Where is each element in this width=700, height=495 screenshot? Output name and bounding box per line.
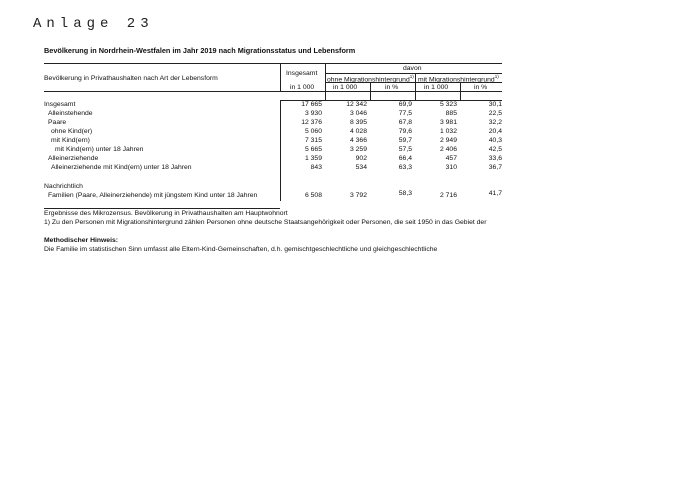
row-label: mit Kind(ern) (51, 137, 90, 144)
row-label: Paare (48, 119, 67, 126)
cell-ohne-pct: 79,6 (398, 128, 412, 135)
appendix-label: Anlage 23 (33, 16, 154, 32)
cell-ohne-abs: 4 366 (349, 137, 367, 144)
cell-ohne-abs: 534 (355, 164, 367, 171)
cell-ohne-abs: 3 792 (349, 192, 367, 199)
unit-mit-abs: in 1 000 (424, 84, 449, 91)
row-label: Alleinerziehende mit Kind(ern) unter 18 Jahren (51, 164, 192, 171)
row-label: Familien (Paare, Alleinerziehende) mit jüngstem Kind unter 18 Jahren (48, 192, 258, 199)
header-mit-label: mit Migrationshintergrund (418, 76, 495, 84)
table-title: Bevölkerung in Nordrhein-Westfalen im Jahr 2019 nach Migrationsstatus und Lebensform (44, 46, 356, 55)
cell-mit-abs: 885 (445, 110, 457, 117)
cell-mit-abs: 5 323 (439, 101, 457, 108)
unit-mit-pct: in % (474, 84, 488, 91)
cell-mit-pct: 22,5 (488, 110, 502, 117)
footnote-mark: 1) (409, 74, 414, 79)
cell-total: 5 665 (304, 146, 322, 153)
header-ohne (327, 74, 414, 83)
cell-ohne-pct: 57,5 (398, 146, 412, 153)
col-divider-body (280, 100, 281, 201)
cell-total: 5 060 (304, 128, 322, 135)
cell-mit-pct: 20,4 (488, 128, 502, 135)
nachrichtlich-heading: Nachrichtlich (44, 183, 83, 190)
cell-total: 12 376 (301, 119, 322, 126)
cell-ohne-abs: 902 (355, 155, 367, 162)
cell-ohne-pct: 66,4 (398, 155, 412, 162)
cell-mit-pct: 40,3 (488, 137, 502, 144)
unit-ohne-abs: in 1 000 (333, 84, 358, 91)
unit-total: in 1 000 (290, 84, 315, 91)
cell-mit-abs: 3 981 (439, 119, 457, 126)
unit-ohne-pct: in % (385, 84, 399, 91)
cell-mit-abs: 1 032 (439, 128, 457, 135)
cell-ohne-pct: 63,3 (398, 164, 412, 171)
cell-mit-abs: 2 406 (439, 146, 457, 153)
rule-table-bottom (44, 208, 280, 209)
cell-total: 1 359 (304, 155, 322, 162)
cell-mit-abs: 2 716 (439, 192, 457, 199)
rule-top (44, 63, 502, 64)
cell-total: 7 315 (304, 137, 322, 144)
col-divider-mit-pct (460, 82, 461, 100)
cell-ohne-abs: 3 046 (349, 110, 367, 117)
statistics-table (44, 62, 502, 217)
cell-total: 6 508 (304, 192, 322, 199)
header-ohne-label: ohne Migrationshintergrund (327, 76, 410, 84)
cell-mit-pct: 42,5 (488, 146, 502, 153)
row-label: mit Kind(ern) unter 18 Jahren (55, 146, 144, 153)
method-heading: Methodischer Hinweis: (44, 237, 119, 244)
footnote-1: 1) Zu den Personen mit Migrationshintergrund zählen Personen ohne deutsche Staatsangehörigkeit oder Personen, die seit 1950 in das Gebiet der (44, 219, 487, 226)
cell-mit-pct: 32,2 (488, 119, 502, 126)
cell-total: 17 665 (301, 101, 322, 108)
row-label: ohne Kind(er) (51, 128, 93, 135)
cell-mit-abs: 2 949 (439, 137, 457, 144)
row-label: Alleinstehende (48, 110, 93, 117)
col-divider-total (325, 63, 326, 100)
row-label: Insgesamt (44, 101, 76, 108)
cell-ohne-pct: 67,8 (398, 119, 412, 126)
cell-mit-abs: 310 (445, 164, 457, 171)
cell-ohne-pct: 77,5 (398, 110, 412, 117)
method-text: Die Familie im statistischen Sinn umfasst alle Eltern-Kind-Gemeinschaften, d.h. gemischtgeschlechtliche und gleichgeschlechtliche (44, 246, 438, 253)
header-insgesamt: Insgesamt (286, 70, 318, 77)
cell-mit-pct: 36,7 (488, 164, 502, 171)
row-label: Alleinerziehende (48, 155, 99, 162)
cell-ohne-pct: 69,9 (398, 101, 412, 108)
cell-ohne-pct: 58,3 (398, 190, 412, 197)
cell-total: 3 930 (304, 110, 322, 117)
cell-ohne-pct: 59,7 (398, 137, 412, 144)
cell-ohne-abs: 8 395 (349, 119, 367, 126)
cell-mit-pct: 41,7 (488, 190, 502, 197)
footnote-mark: 1) (494, 74, 499, 79)
col-divider-ohne-pct (370, 82, 371, 100)
col-divider-mit (415, 73, 416, 100)
header-mit (418, 74, 499, 83)
header-stub: Bevölkerung in Privathaushalten nach Art der Lebensform (44, 75, 218, 82)
source-note: Ergebnisse des Mikrozensus. Bevölkerung in Privathaushalten am Hauptwohnort (44, 210, 288, 217)
cell-ohne-abs: 4 028 (349, 128, 367, 135)
col-divider-stub (280, 63, 281, 92)
header-davon: davon (403, 65, 422, 72)
cell-ohne-abs: 12 342 (346, 101, 367, 108)
cell-total: 843 (310, 164, 322, 171)
cell-ohne-abs: 3 259 (349, 146, 367, 153)
cell-mit-pct: 33,6 (488, 155, 502, 162)
rule-header-bottom (44, 91, 502, 92)
cell-mit-abs: 457 (445, 155, 457, 162)
cell-mit-pct: 30,1 (488, 101, 502, 108)
